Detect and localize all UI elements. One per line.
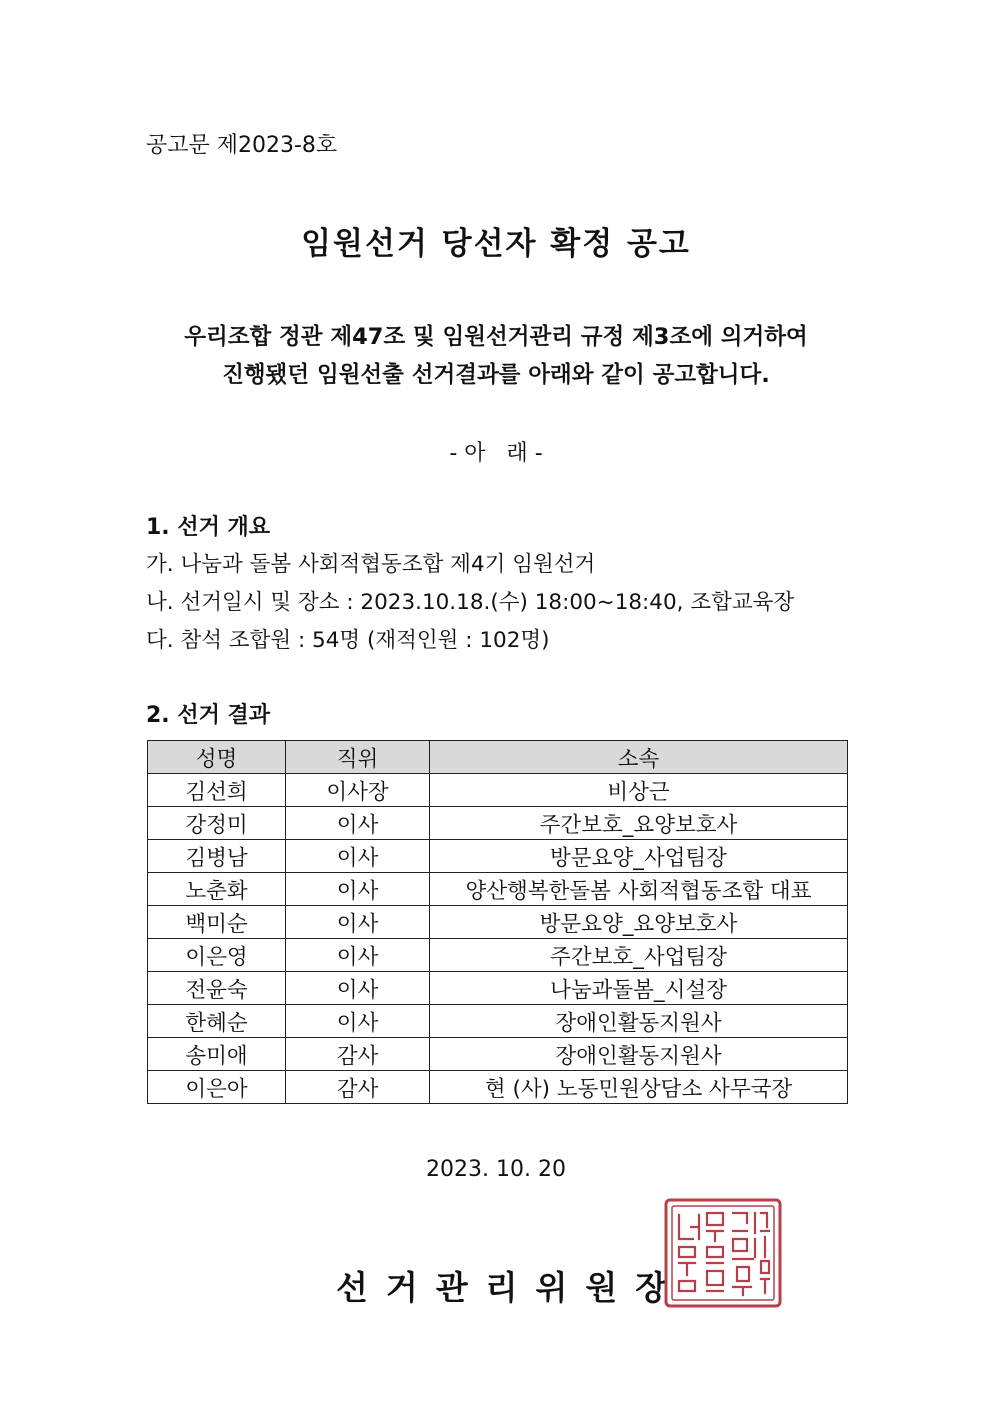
- election-results-table: [147, 740, 848, 1104]
- cell-position: 이사: [286, 840, 430, 873]
- overview-item-ga: 가. 나눔과 돌봄 사회적협동조합 제4기 임원선거: [146, 552, 596, 577]
- signatory-title: 선거관리위원장: [336, 1268, 686, 1307]
- table-row: [148, 1071, 848, 1104]
- table-row: [148, 807, 848, 840]
- section-2-title: 2. 선거 결과: [146, 703, 270, 728]
- official-seal-icon: [663, 1197, 783, 1309]
- cell-affiliation: 비상근: [430, 774, 848, 807]
- cell-name: 송미애: [148, 1038, 286, 1071]
- cell-affiliation: 나눔과돌봄_시설장: [430, 972, 848, 1005]
- header-position: 직위: [286, 741, 430, 774]
- cell-position: 이사: [286, 873, 430, 906]
- table-row: [148, 873, 848, 906]
- cell-position: 감사: [286, 1071, 430, 1104]
- intro-line-2: 진행됐던 임원선출 선거결과를 아래와 같이 공고합니다.: [222, 362, 770, 388]
- table-row: [148, 1005, 848, 1038]
- cell-name: 노춘화: [148, 873, 286, 906]
- cell-affiliation: 방문요양_사업팀장: [430, 840, 848, 873]
- cell-name: 김병남: [148, 840, 286, 873]
- notice-number: 공고문 제2023-8호: [146, 133, 338, 158]
- intro-line-1: 우리조합 정관 제47조 및 임원선거관리 규정 제3조에 의거하여: [184, 324, 808, 350]
- cell-affiliation: 장애인활동지원사: [430, 1038, 848, 1071]
- cell-affiliation: 주간보호_요양보호사: [430, 807, 848, 840]
- table-row: [148, 939, 848, 972]
- cell-name: 강정미: [148, 807, 286, 840]
- cell-position: 이사: [286, 906, 430, 939]
- table-row: [148, 840, 848, 873]
- overview-item-da: 다. 참석 조합원 : 54명 (재적인원 : 102명): [146, 628, 550, 653]
- cell-affiliation: 장애인활동지원사: [430, 1005, 848, 1038]
- cell-name: 이은영: [148, 939, 286, 972]
- cell-position: 이사: [286, 972, 430, 1005]
- header-affiliation: 소속: [430, 741, 848, 774]
- table-row: [148, 972, 848, 1005]
- cell-name: 김선희: [148, 774, 286, 807]
- table-row: [148, 1038, 848, 1071]
- intro-paragraph: [0, 318, 992, 394]
- table-header-row: [148, 741, 848, 774]
- cell-position: 감사: [286, 1038, 430, 1071]
- table-row: [148, 906, 848, 939]
- section-1-title: 1. 선거 개요: [146, 515, 270, 540]
- cell-name: 전윤숙: [148, 972, 286, 1005]
- cell-position: 이사장: [286, 774, 430, 807]
- seal-glyph-marks: [679, 1213, 769, 1295]
- cell-affiliation: 주간보호_사업팀장: [430, 939, 848, 972]
- cell-position: 이사: [286, 807, 430, 840]
- header-name: 성명: [148, 741, 286, 774]
- cell-affiliation: 현 (사) 노동민원상담소 사무국장: [430, 1071, 848, 1104]
- page-title: 임원선거 당선자 확정 공고: [301, 226, 691, 262]
- cell-affiliation: 양산행복한돌봄 사회적협동조합 대표: [430, 873, 848, 906]
- cell-affiliation: 방문요양_요양보호사: [430, 906, 848, 939]
- cell-position: 이사: [286, 1005, 430, 1038]
- cell-name: 백미순: [148, 906, 286, 939]
- overview-item-na: 나. 선거일시 및 장소 : 2023.10.18.(수) 18:00~18:40, 조합교육장: [146, 590, 795, 615]
- table-row: [148, 774, 848, 807]
- announcement-date: 2023. 10. 20: [426, 1157, 566, 1182]
- cell-name: 한혜순: [148, 1005, 286, 1038]
- cell-position: 이사: [286, 939, 430, 972]
- section-divider-arae: - 아 래 -: [449, 441, 543, 466]
- cell-name: 이은아: [148, 1071, 286, 1104]
